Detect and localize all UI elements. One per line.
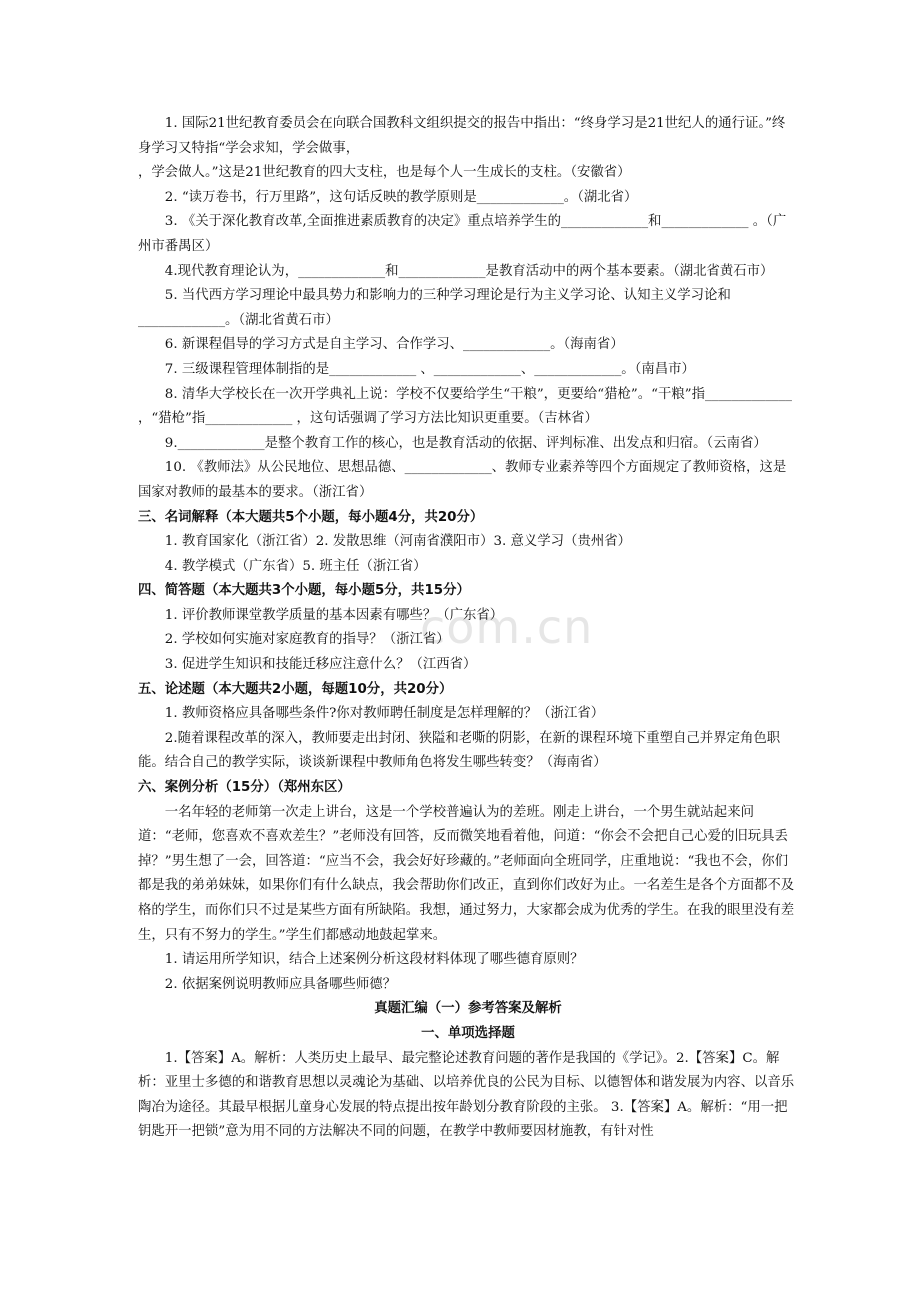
case-text: 一名年轻的老师第一次走上讲台，这是一个学校普遍认为的差班。刚走上讲台，一个男生就站起来问道：“老师，您喜欢不喜欢差生？”老师没有回答，反而微笑地看着他，问道：“你会不会把自己心爱的旧玩具丢掉？”男生想了一会，回答道：“应当不会，我会好好珍藏的。”老师面向全班同学，庄重地说：“我也不会，你们都是我的弟弟妹妹，如果你们有什么缺点，我会帮助你们改正，直到你们改好为止。一名差生是各个方面都不及格的学生，而你们只不过是某些方面有所缺陷。我想，通过努力，大家都会成为优秀的学生。在我的眼里没有差生，只有不努力的学生。”学生们都感动地鼓起掌来。	[138, 804, 795, 943]
answers-subtitle: 一、单项选择题	[421, 1025, 515, 1041]
essay-1: 1. 教师资格应具备哪些条件?你对教师聘任制度是怎样理解的？（浙江省）	[164, 706, 605, 722]
case-question-2: 2. 依据案例说明教师应具备哪些师德？	[164, 976, 397, 992]
fill-item-2: 2. “读万卷书，行万里路”，这句话反映的教学原则是_____________。（湖北省）	[164, 189, 638, 205]
short-answer-1: 1. 评价教师课堂教学质量的基本因素有哪些？（广东省）	[164, 607, 504, 623]
case-question-1: 1. 请运用所学知识，结合上述案例分析这段材料体现了哪些德育原则？	[164, 952, 584, 968]
fill-item-5: 5. 当代西方学习理论中最具势力和影响力的三种学习理论是行为主义学习论、认知主义学习论和_____________。（湖北省黄石市）	[138, 288, 731, 328]
fill-item-4: 4.现代教育理论认为，_____________和_____________是教育活动中的两个基本要素。（湖北省黄石市）	[164, 263, 774, 279]
answers-title: 真题汇编（一）参考答案及解析	[374, 1001, 562, 1017]
fill-item-6: 6. 新课程倡导的学习方式是自主学习、合作学习、_____________。（海南省）	[164, 337, 624, 353]
section-heading: 三、名词解释（本大题共5个小题，每小题4分，共20分）	[138, 509, 484, 525]
terms-section	[138, 506, 798, 580]
fill-blank-section	[138, 112, 798, 506]
section-heading: 五、论述题（本大题共2小题，每题10分，共20分）	[138, 681, 453, 697]
document-page	[138, 112, 798, 1145]
fill-item-1-cont: ，学会做人。”这是21世纪教育的四大支柱，也是每个人一生成长的支柱。（安徽省）	[138, 165, 631, 181]
fill-item-7: 7. 三级课程管理体制指的是_____________ 、_____________、_____________。（南昌市）	[164, 361, 695, 377]
answers-text: 1.【答案】A。解析：人类历史上最早、最完整论述教育问题的著作是我国的《学记》。2.【答案】C。解析：亚里士多德的和谐教育思想以灵魂论为基础、以培养优良的公民为目标、以德智体和谐发展为内容、以音乐陶冶为途径。其最早根据儿童身心发展的特点提出按年龄划分教育阶段的主张。 3.【答案】A。解析：“用一把钥匙开一把锁”意为用不同的方法解决不同的问题，在教学中教师要因材施教，有针对性	[138, 1050, 795, 1140]
terms-line-2: 4. 教学模式（广东省）5. 班主任（浙江省）	[164, 558, 427, 574]
case-section	[138, 776, 798, 997]
fill-item-8: 8. 清华大学校长在一次开学典礼上说：学校不仅要给学生“干粮”，更要给“猎枪”。“干粮”指_____________ ，“猎枪”指_____________ ，这句话强调了学习方法比知识更重要。（吉林省）	[138, 386, 793, 427]
short-answer-2: 2. 学校如何实施对家庭教育的指导？（浙江省）	[164, 632, 450, 648]
short-answer-3: 3. 促进学生知识和技能迁移应注意什么？（江西省）	[164, 657, 477, 673]
answers-section	[138, 997, 798, 1145]
section-heading: 四、简答题（本大题共3个小题，每小题5分，共15分）	[138, 583, 470, 599]
essay-2: 2.随着课程改革的深入，教师要走出封闭、狭隘和老嘶的阴影，在新的课程环境下重塑自己并界定角色职能。结合自己的教学实际，谈谈新课程中教师角色将发生哪些转变？（海南省）	[138, 730, 781, 771]
fill-item-9: 9._____________是整个教育工作的核心，也是教育活动的依据、评判标准、出发点和归宿。（云南省）	[164, 435, 767, 451]
essay-section	[138, 678, 798, 776]
short-answer-section	[138, 579, 798, 677]
watermark: com.cn	[420, 600, 594, 654]
fill-item-3: 3. 《关于深化教育改革,全面推进素质教育的决定》重点培养学生的_____________和_____________ 。（广州市番禺区）	[138, 214, 787, 254]
fill-item-1: 1. 国际21世纪教育委员会在向联合国教科文组织提交的报告中指出：“终身学习是21世纪人的通行证。”终身学习又特指“学会求知，学会做事，	[138, 116, 786, 156]
fill-item-10: 10. 《教师法》从公民地位、思想品德、_____________、教师专业素养等四个方面规定了教师资格，这是国家对教师的最基本的要求。（浙江省）	[138, 460, 787, 500]
section-heading: 六、案例分析（15分）（郑州东区）	[138, 780, 351, 796]
terms-line-1: 1. 教育国家化（浙江省）2. 发散思维（河南省濮阳市）3. 意义学习（贵州省）	[164, 534, 632, 550]
